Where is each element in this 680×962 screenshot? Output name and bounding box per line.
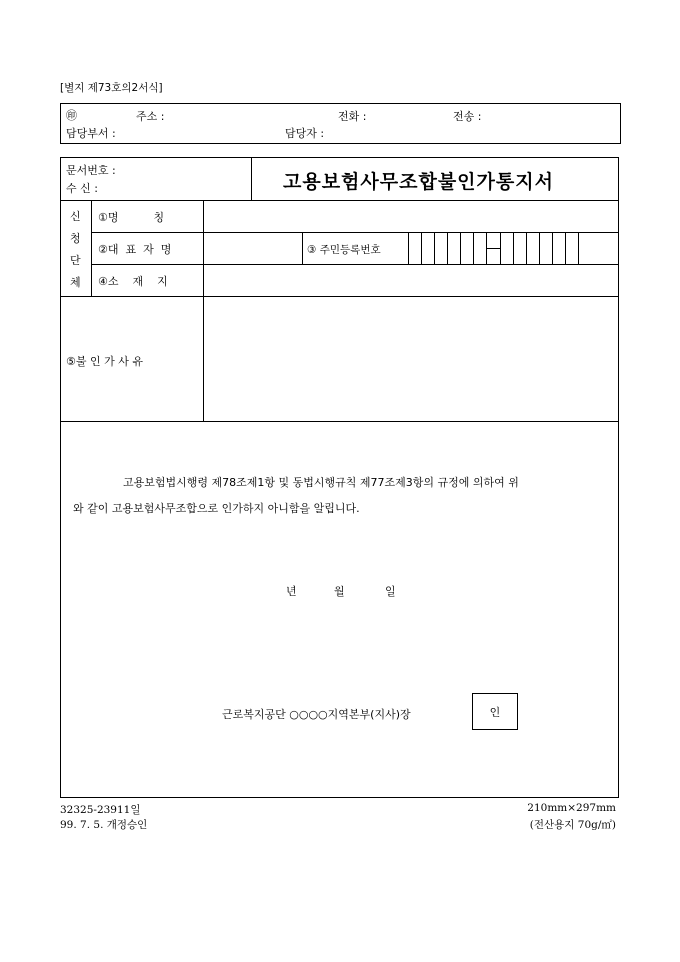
resident-id-box-divider (565, 232, 566, 264)
reason-label: ⑤불 인 가 사 유 (66, 355, 143, 368)
location-label: ④소 재 지 (98, 275, 168, 288)
document-title: 고용보험사무조합불인가통지서 (283, 171, 554, 193)
dept-label: 담당부서 : (66, 127, 116, 140)
resident-id-box-divider (408, 232, 409, 264)
resident-id-box-divider (552, 232, 553, 264)
resident-id-box-divider (460, 232, 461, 264)
seal-mark: ㊞ (66, 109, 77, 122)
resident-id-label: ③ 주민등록번호 (307, 244, 381, 256)
reason-field[interactable] (205, 299, 617, 419)
resident-id-box-divider (473, 232, 474, 264)
resident-id-dash (486, 248, 500, 249)
name-label: ①명 칭 (98, 211, 165, 224)
footer-approval: 99. 7. 5. 개정승인 (60, 819, 148, 831)
doc-number-label: 문서번호 : (66, 164, 116, 177)
resident-id-box-divider (539, 232, 540, 264)
resident-id-box-divider (578, 232, 579, 264)
date-year: 년 (286, 585, 297, 598)
fax-label: 전송 : (453, 110, 482, 123)
issuer: 근로복지공단 ○○○○지역본부(지사)장 (222, 708, 411, 721)
resident-id-box-divider (513, 232, 514, 264)
group-char-1: 신 (70, 210, 81, 223)
date-day: 일 (385, 585, 396, 598)
person-label: 담당자 : (285, 127, 325, 140)
resident-id-box-divider (447, 232, 448, 264)
recipient-label: 수 신 : (66, 182, 98, 195)
resident-id-box-divider (434, 232, 435, 264)
phone-label: 전화 : (338, 110, 367, 123)
group-char-4: 체 (70, 276, 81, 289)
stamp-box: 인 (472, 693, 518, 730)
resident-id-box-divider (526, 232, 527, 264)
group-char-2: 청 (70, 232, 81, 245)
footer-size: 210mm×297mm (527, 802, 616, 814)
address-label: 주소 : (136, 110, 165, 123)
footer-paper: (전산용지 70g/㎡) (529, 819, 616, 831)
representative-label: ②대 표 자 명 (98, 243, 172, 256)
group-char-3: 단 (70, 254, 81, 267)
resident-id-box-divider (421, 232, 422, 264)
resident-id-box-divider (500, 232, 501, 264)
footer-code: 32325-23911일 (60, 804, 141, 816)
date-month: 월 (334, 585, 345, 598)
form-label: [별지 제73호의2서식] (60, 82, 163, 94)
notice-line-1: 고용보험법시행령 제78조제1항 및 동법시행규칙 제77조제3항의 규정에 의하여 위 (123, 476, 519, 489)
notice-line-2: 와 같이 고용보험사무조합으로 인가하지 아니함을 알립니다. (73, 502, 360, 515)
